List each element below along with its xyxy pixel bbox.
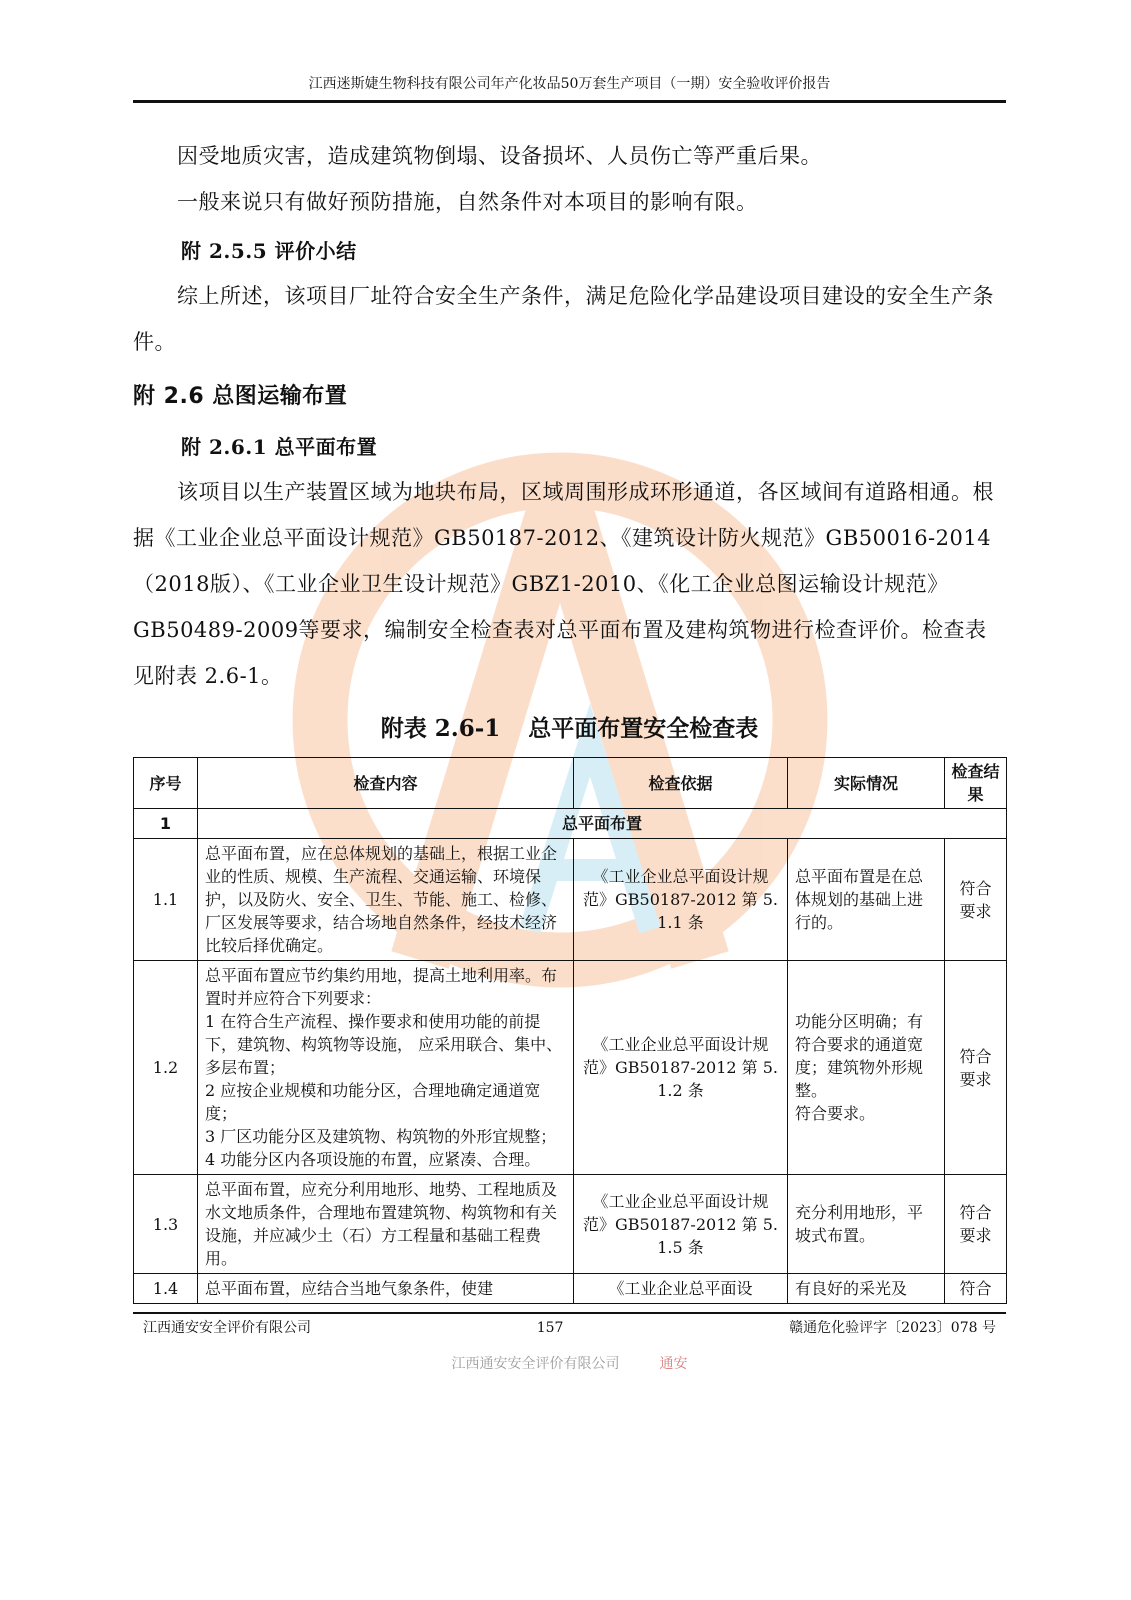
row-content: 总平面布置，应结合当地气象条件，使建 [198, 1274, 574, 1304]
watermark-text-band [133, 1354, 1006, 1374]
table-caption-number: 附表 2.6-1 [380, 715, 501, 742]
row-no: 1.3 [134, 1175, 198, 1274]
row-content: 总平面布置，应充分利用地形、地势、工程地质及水文地质条件，合理地布置建筑物、构筑物和有关设施，并应减少土（石）方工程量和基础工程费用。 [198, 1175, 574, 1274]
row-result: 符合要求 [945, 839, 1007, 961]
section-no: 1 [134, 809, 198, 839]
row-result: 符合 [945, 1274, 1007, 1304]
watermark-diagonal-text: 江西通安安全评价有限公司 [451, 1355, 620, 1372]
heading-2-6-1: 附 2.6.1 总平面布置 [181, 435, 378, 459]
row-actual: 充分利用地形，平坡式布置。 [788, 1175, 945, 1274]
row-no: 1.1 [134, 839, 198, 961]
row-no: 1.2 [134, 961, 198, 1175]
table-caption [133, 709, 1006, 749]
row-content: 总平面布置应节约集约用地，提高土地利用率。布置时并应符合下列要求： 1 在符合生产流程、操作要求和使用功能的前提下，建筑物、构筑物等设施， 应采用联合、集中、多层布置； 2 应按企业规模和功能分区，合理地确定通道宽度； 3 厂区功能分区及建筑物、构筑物的外形宜规整； 4 功能分区内各项设施的布置，应紧凑、合理。 [198, 961, 574, 1175]
table-row [134, 1274, 1007, 1304]
row-actual: 功能分区明确；有符合要求的通道宽度；建筑物外形规整。 符合要求。 [788, 961, 945, 1175]
paragraph-natural-conditions: 一般来说只有做好预防措施，自然条件对本项目的影响有限。 [177, 190, 758, 214]
document-page [133, 0, 1006, 1374]
table-row [134, 1175, 1007, 1274]
watermark-center-text: 通安 [659, 1355, 688, 1372]
heading-2-6: 附 2.6 总图运输布置 [133, 384, 348, 409]
row-result: 符合要求 [945, 1175, 1007, 1274]
col-header-result: 检查结果 [945, 758, 1007, 809]
header-rule [133, 100, 1006, 103]
row-basis: 《工业企业总平面设计规范》GB50187-2012 第 5.1.2 条 [574, 961, 788, 1175]
table-row [134, 839, 1007, 961]
row-actual: 总平面布置是在总体规划的基础上进行的。 [788, 839, 945, 961]
running-header: 江西迷斯婕生物科技有限公司年产化妆品50万套生产项目（一期）安全验收评价报告 [308, 76, 831, 92]
paragraph-summary: 综上所述，该项目厂址符合安全生产条件，满足危险化学品建设项目建设的安全生产条件。 [133, 284, 994, 354]
table-row [134, 961, 1007, 1175]
table-section-row [134, 809, 1007, 839]
row-content: 总平面布置，应在总体规划的基础上，根据工业企业的性质、规模、生产流程、交通运输、环境保护，以及防火、安全、卫生、节能、施工、检修、厂区发展等要求，结合场地自然条件，经技术经济比较后择优确定。 [198, 839, 574, 961]
heading-2-5-5: 附 2.5.5 评价小结 [181, 239, 357, 263]
footer-page-number: 157 [536, 1319, 564, 1336]
paragraph-geologic-hazard: 因受地质灾害，造成建筑物倒塌、设备损坏、人员伤亡等严重后果。 [177, 144, 822, 168]
row-actual: 有良好的采光及 [788, 1274, 945, 1304]
col-header-basis: 检查依据 [574, 758, 788, 809]
row-basis: 《工业企业总平面设 [574, 1274, 788, 1304]
row-no: 1.4 [134, 1274, 198, 1304]
table-caption-text: 总平面布置安全检查表 [528, 715, 759, 742]
footer-document-number: 赣通危化验评字〔2023〕078 号 [789, 1319, 996, 1336]
table-header-row [134, 758, 1007, 809]
row-basis: 《工业企业总平面设计规范》GB50187-2012 第 5.1.5 条 [574, 1175, 788, 1274]
safety-checklist-table [133, 757, 1007, 1304]
paragraph-layout-description: 该项目以生产装置区域为地块布局，区域周围形成环形通道，各区域间有道路相通。根据《工业企业总平面设计规范》GB50187-2012、《建筑设计防火规范》GB50016-2014（2018版）、《工业企业卫生设计规范》GBZ1-2010、《化工企业总图运输设计规范》GB50489-2009等要求，编制安全检查表对总平面布置及建构筑物进行检查评价。检查表见附表 2.6-1。 [133, 480, 994, 688]
row-basis: 《工业企业总平面设计规范》GB50187-2012 第 5.1.1 条 [574, 839, 788, 961]
col-header-no: 序号 [134, 758, 198, 809]
section-label: 总平面布置 [198, 809, 1007, 839]
col-header-actual: 实际情况 [788, 758, 945, 809]
footer-company: 江西通安安全评价有限公司 [143, 1319, 311, 1336]
page-footer [133, 1314, 1006, 1340]
col-header-content: 检查内容 [198, 758, 574, 809]
row-result: 符合要求 [945, 961, 1007, 1175]
